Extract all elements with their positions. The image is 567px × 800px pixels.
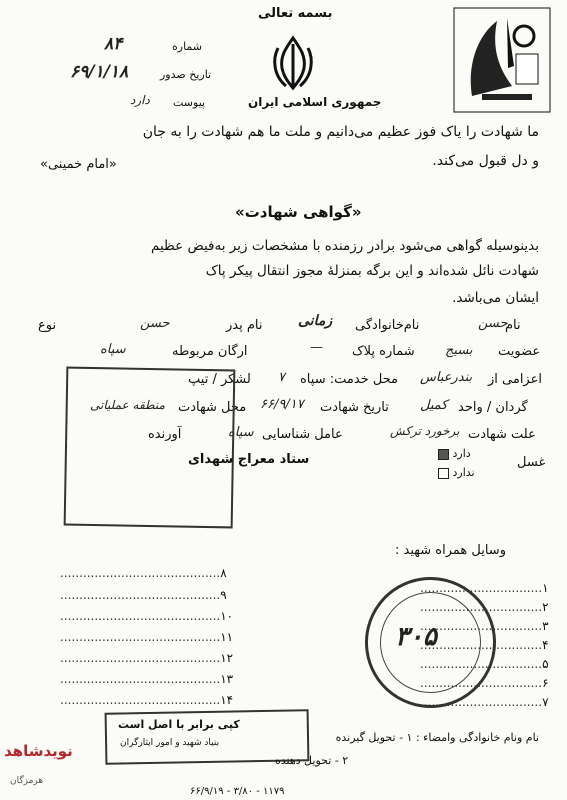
dispatch-label: اعزامی از bbox=[488, 372, 542, 387]
quote-line-2: و دل قبول می‌کند. bbox=[432, 153, 539, 169]
service-value: ۷ bbox=[278, 370, 285, 385]
ghusl-label: غسل bbox=[517, 455, 546, 470]
identifier-label: عامل شناسایی bbox=[262, 427, 343, 442]
number-value: ۸۴ bbox=[104, 34, 123, 54]
father-label: نام پدر bbox=[226, 318, 263, 333]
belongings-title: وسایل همراه شهید : bbox=[395, 543, 506, 558]
name-label: نام bbox=[505, 318, 521, 333]
receiver-line: نام ونام خانوادگی وامضاء : ۱ - تحویل گیرنده bbox=[335, 731, 539, 744]
ghusl-has-row bbox=[438, 447, 471, 460]
belonging-right-6: ................................۶ bbox=[420, 676, 549, 690]
organ-label: ارگان مربوطه bbox=[172, 344, 248, 359]
martyr-place-value: منطقه عملیاتی bbox=[90, 398, 165, 412]
membership-value: بسیج bbox=[445, 343, 473, 358]
copy-stamp-line-1: کپی برابر با اصل است bbox=[118, 718, 240, 731]
belonging-left-8: ..........................................۸ bbox=[60, 566, 227, 580]
basmala: بسمه تعالی bbox=[258, 6, 333, 21]
tag-label: شماره پلاک bbox=[352, 344, 415, 359]
bringer-label: آورنده bbox=[148, 427, 182, 442]
service-label: محل خدمت: سپاه bbox=[300, 372, 399, 387]
belonging-right-1: ................................۱ bbox=[420, 581, 549, 595]
family-label: نام‌خانوادگی bbox=[355, 318, 420, 333]
irgc-logo-icon bbox=[452, 6, 552, 114]
date-label: تاریخ صدور bbox=[160, 68, 212, 81]
belonging-right-2: ................................۲ bbox=[420, 600, 549, 614]
unit-label: گردان / واحد bbox=[458, 400, 528, 415]
iran-emblem-icon bbox=[268, 34, 318, 92]
father-value: حسن bbox=[140, 316, 170, 331]
family-value: زمانی bbox=[298, 313, 333, 329]
watermark-sub: هرمزگان bbox=[10, 776, 44, 786]
intro-line-1: بدینوسیله گواهی می‌شود برادر رزمنده با مشخصات زیر به‌فیض عظیم bbox=[150, 238, 539, 254]
date-value: ۶۹/۱/۱۸ bbox=[70, 62, 129, 82]
quote-line-1: ما شهادت را یاک فوز عظیم می‌دانیم و ملت ما هم شهادت را به جان bbox=[142, 124, 539, 140]
cause-label: علت شهادت bbox=[468, 427, 536, 442]
belonging-right-4: ................................۴ bbox=[420, 638, 549, 652]
document-title: «گواهی شهادت» bbox=[235, 203, 362, 221]
intro-line-3: ایشان می‌باشد. bbox=[452, 290, 539, 306]
unit-value: کمیل bbox=[420, 398, 448, 413]
stamp-org-text: ستاد معراج شهدای bbox=[188, 452, 310, 467]
intro-line-2: شهادت نائل شده‌اند و این برگه بمنزلهٔ مجوز انتقال پیکر پاک bbox=[205, 263, 539, 279]
martyr-date-value: ۶۶/۹/۱۷ bbox=[260, 397, 304, 412]
dispatch-value: بندرعباس bbox=[420, 370, 473, 385]
tag-value: — bbox=[310, 340, 323, 355]
watermark-logo bbox=[4, 738, 73, 796]
rectangular-stamp bbox=[64, 367, 236, 529]
belonging-left-12: ..........................................۱۲ bbox=[60, 651, 234, 665]
attachment-value: دارد bbox=[130, 93, 150, 107]
watermark-text: نویدشاهد bbox=[4, 742, 73, 760]
attachment-label: پیوست bbox=[173, 96, 206, 109]
belonging-left-13: ..........................................۱۳ bbox=[60, 672, 234, 686]
belonging-left-10: ..........................................۱۰ bbox=[60, 609, 234, 623]
belonging-left-11: ..........................................۱۱ bbox=[60, 630, 234, 644]
army-label: لشکر / تیپ bbox=[188, 372, 251, 387]
ghusl-has-checkbox[interactable] bbox=[438, 449, 449, 460]
number-label: شماره bbox=[172, 40, 203, 53]
ghusl-hasnot-checkbox[interactable] bbox=[438, 468, 449, 479]
ghusl-hasnot-text: ندارد bbox=[452, 466, 475, 479]
belonging-left-14: ..........................................۱۴ bbox=[60, 693, 234, 707]
republic-title: جمهوری اسلامی ایران bbox=[248, 95, 382, 109]
round-stamp-number: ۳۰۵ bbox=[395, 622, 437, 652]
belonging-right-7: ................................۷ bbox=[420, 695, 549, 709]
type-label: نوع bbox=[38, 318, 57, 333]
name-value: حسن bbox=[478, 316, 508, 331]
cause-value: برخورد ترکش bbox=[390, 424, 460, 438]
belonging-right-3: ................................۳ bbox=[420, 619, 549, 633]
martyr-date-label: تاریخ شهادت bbox=[320, 400, 389, 415]
ghusl-hasnot-row bbox=[438, 466, 475, 479]
belonging-left-9: ..........................................۹ bbox=[60, 588, 227, 602]
giver-line: ۲ - تحویل دهنده bbox=[275, 754, 349, 767]
ghusl-has-text: دارد bbox=[452, 447, 471, 460]
belonging-right-5: ................................۵ bbox=[420, 657, 549, 671]
martyr-place-label: محل شهادت bbox=[178, 400, 247, 415]
identifier-value: سپاه bbox=[228, 425, 254, 440]
copy-stamp-line-2: بنیاد شهید و امور ایثارگران bbox=[120, 738, 220, 748]
bottom-code: ۱۱۷۹ - ۳/۸۰ - ۶۶/۹/۱۹ bbox=[190, 786, 285, 797]
membership-label: عضویت bbox=[498, 344, 541, 359]
organ-value: سپاه bbox=[100, 342, 126, 357]
quote-attribution: «امام خمینی» bbox=[40, 157, 117, 172]
